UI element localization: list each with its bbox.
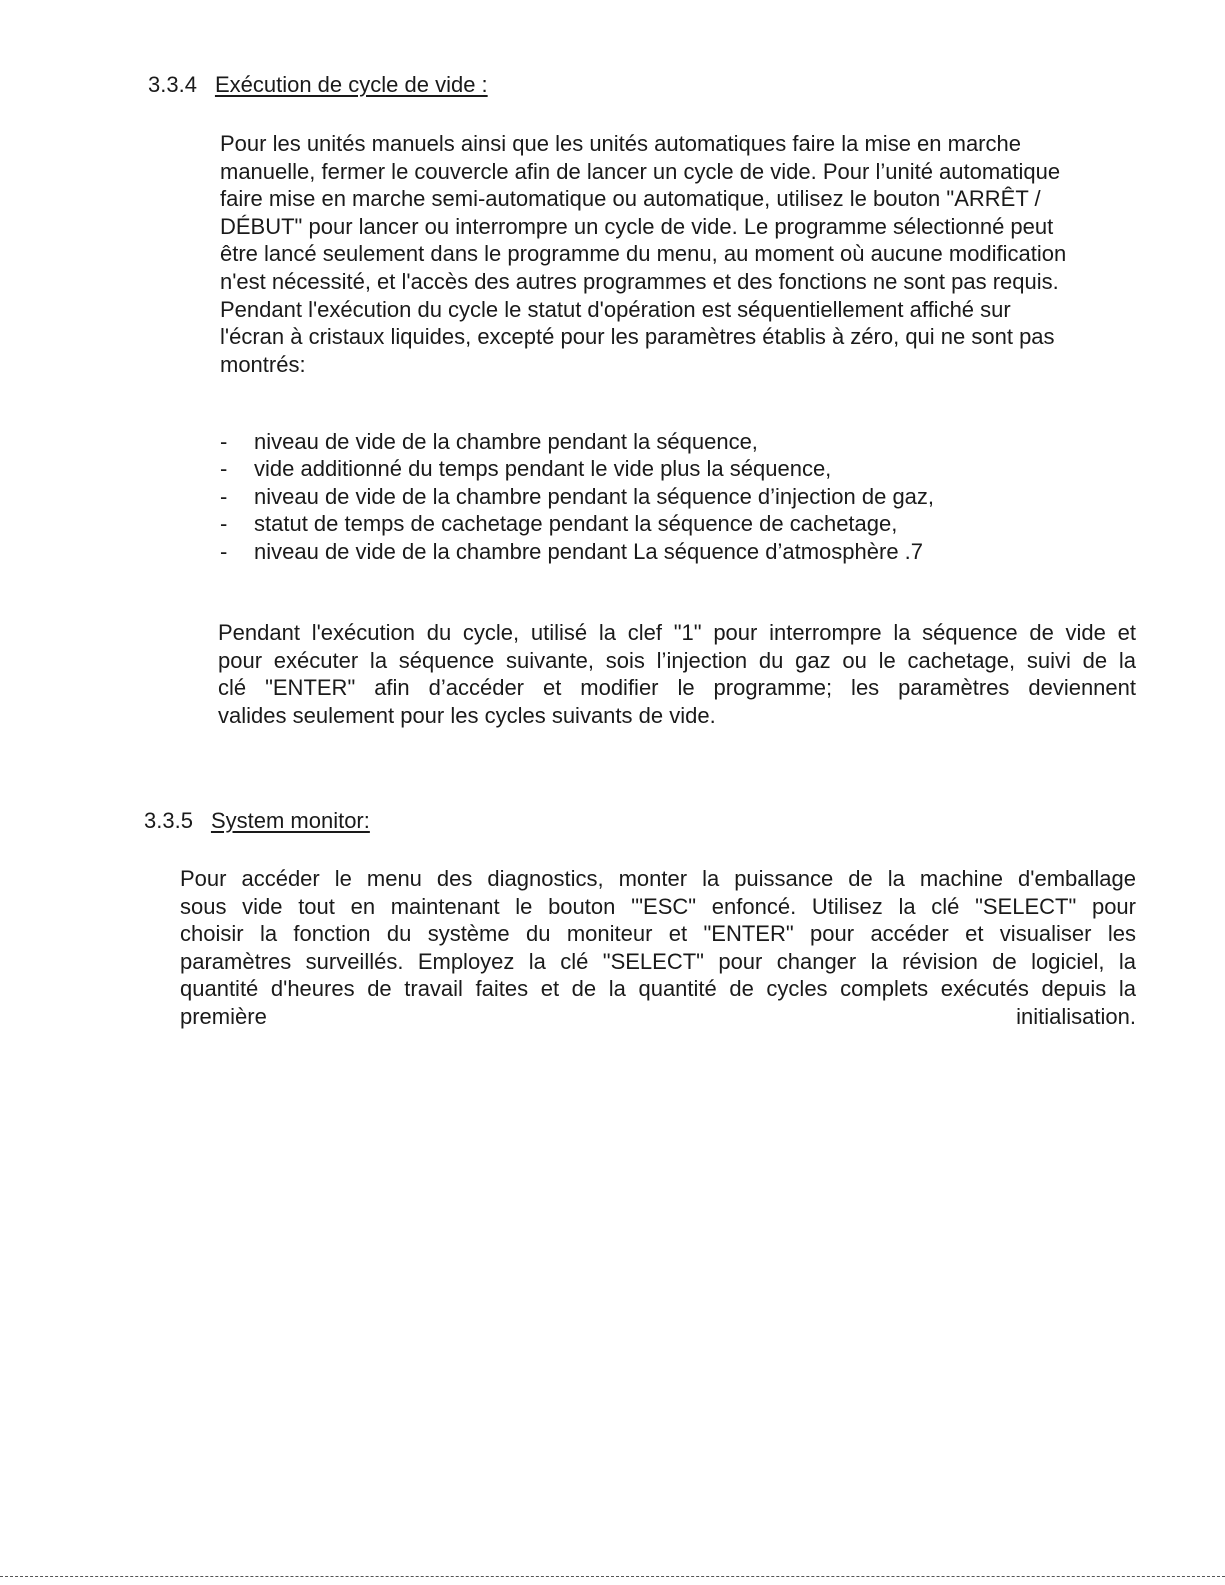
- text-line: sous vide tout en maintenant le bouton '"ESC" enfoncé. Utilisez la clé "SELECT" pour: [180, 893, 1136, 919]
- text-line: Pendant l'exécution du cycle, utilisé la clef "1" pour interrompre la séquence de vide et: [218, 620, 1136, 645]
- text-line: n'est nécessité, et l'accès des autres programmes et des fonctions ne sont pas requis.: [220, 268, 1059, 294]
- status-list: [220, 428, 934, 565]
- text-line: Pour accéder le menu des diagnostics, monter la puissance de la machine d'emballage: [180, 866, 1136, 891]
- page-bottom-rule: [0, 1576, 1225, 1577]
- list-item-text: niveau de vide de la chambre pendant La séquence d’atmosphère .7: [254, 538, 924, 564]
- text-fragment: première: [180, 1003, 267, 1029]
- bullet-marker: -: [220, 429, 228, 454]
- paragraph-cycle-execution: [218, 619, 1136, 729]
- text-line: DÉBUT" pour lancer ou interrompre un cycle de vide. Le programme sélectionné peut: [220, 213, 1054, 239]
- text-line: être lancé seulement dans le programme du menu, au moment où aucune modification: [220, 241, 1067, 267]
- list-item-text: statut de temps de cachetage pendant la séquence de cachetage,: [254, 511, 898, 537]
- bullet-marker: -: [220, 483, 228, 509]
- list-item: [220, 538, 934, 565]
- text-line: Pendant l'exécution du cycle le statut d'opération est séquentiellement affiché sur: [220, 296, 1011, 322]
- text-line: valides seulement pour les cycles suivants de vide.: [218, 702, 716, 728]
- section-heading-3-3-4: [148, 72, 488, 98]
- text-line: pour exécuter la séquence suivante, sois l’injection du gaz ou le cachetage, suivi de la: [218, 647, 1136, 673]
- text-line: quantité d'heures de travail faites et de la quantité de cycles complets exécutés depuis la: [180, 976, 1136, 1002]
- text-line: paramètres surveillés. Employez la clé "SELECT" pour changer la révision de logiciel, la: [180, 948, 1136, 974]
- text-line: faire mise en marche semi-automatique ou automatique, utilisez le bouton "ARRÊT /: [220, 186, 1041, 212]
- paragraph-intro: [220, 130, 1066, 378]
- list-item-text: niveau de vide de la chambre pendant la séquence,: [254, 429, 758, 454]
- bullet-marker: -: [220, 511, 228, 537]
- section-number: 3.3.4: [148, 72, 197, 97]
- paragraph-system-monitor: [180, 865, 1136, 1031]
- list-item: [220, 483, 934, 510]
- section-number: 3.3.5: [144, 808, 193, 833]
- section-title: Exécution de cycle de vide :: [214, 72, 488, 97]
- bullet-marker: -: [220, 538, 228, 564]
- list-item-text: vide additionné du temps pendant le vide plus la séquence,: [254, 456, 832, 482]
- list-item: [220, 455, 934, 482]
- text-line: l'écran à cristaux liquides, excepté pour les paramètres établis à zéro, qui ne sont pas: [220, 324, 1055, 350]
- text-line: clé "ENTER" afin d’accéder et modifier le programme; les paramètres deviennent: [218, 675, 1136, 701]
- text-line: manuelle, fermer le couvercle afin de lancer un cycle de vide. Pour l’unité automatique: [220, 158, 1061, 184]
- section-title: System monitor:: [210, 808, 370, 833]
- text-line: choisir la fonction du système du moniteur et "ENTER" pour accéder et visualiser les: [180, 921, 1136, 947]
- list-item: [220, 510, 934, 537]
- text-line: Pour les unités manuels ainsi que les unités automatiques faire la mise en marche: [220, 131, 1021, 156]
- text-line: montrés:: [220, 351, 306, 377]
- section-heading-3-3-5: [144, 808, 370, 834]
- text-line-last: [180, 1003, 1136, 1031]
- bullet-marker: -: [220, 456, 228, 482]
- list-item-text: niveau de vide de la chambre pendant la séquence d’injection de gaz,: [254, 483, 935, 509]
- text-fragment: initialisation.: [1016, 1003, 1136, 1029]
- list-item: [220, 428, 934, 455]
